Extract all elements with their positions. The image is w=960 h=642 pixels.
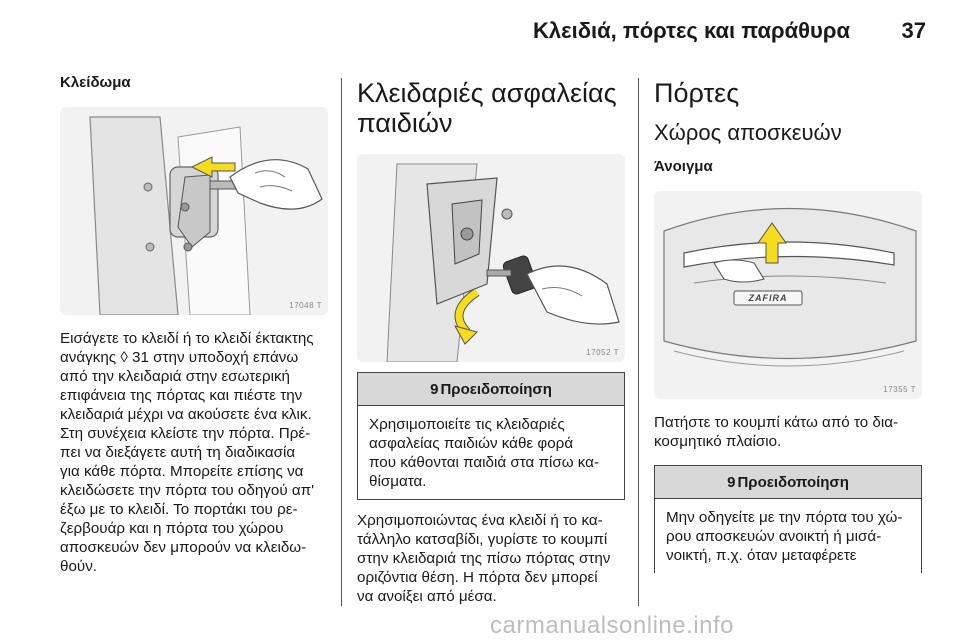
section-heading-child-locks: Κλειδαριές ασφαλείας παιδιών	[357, 78, 617, 138]
warning-title-bar	[655, 466, 921, 499]
child-lock-instructions: Χρησιμοποιώντας ένα κλειδί ή το κα- τάλληλο κατσαβίδι, γυρίστε το κουμπί στην κλειδαριά της πίσω πόρτας στην οριζόντια θέση. Η πόρτα δεν μπορεί να ανοίξει από μέσα.	[357, 512, 611, 605]
warning-title-bar	[358, 373, 624, 406]
door-lock-illustration	[60, 107, 328, 315]
warning-text: Χρησιμοποιείτε τις κλειδαριές ασφαλείας παιδιών κάθε φορά που κάθονται παιδιά στα πίσω κα- θίσματα.	[369, 416, 600, 490]
figure-tailgate	[654, 191, 922, 399]
figure-child-lock	[357, 154, 625, 362]
figure-code: 17048 T	[289, 301, 322, 310]
child-lock-illustration	[357, 154, 625, 362]
column-child-locks	[357, 70, 625, 606]
section-heading-locking: Κλείδωμα	[60, 74, 131, 91]
figure-code: 17052 T	[586, 348, 619, 357]
warning-title: Προειδοποίηση	[440, 381, 552, 398]
column-doors	[654, 70, 922, 573]
warning-title: Προειδοποίηση	[737, 474, 849, 491]
column-locking	[60, 70, 328, 576]
section-heading-doors: Πόρτες	[654, 78, 740, 108]
warning-box	[357, 372, 625, 500]
page-number: 37	[901, 18, 926, 43]
warning-icon: 9	[430, 381, 439, 398]
chapter-title: Κλειδιά, πόρτες και παράθυρα	[533, 18, 850, 43]
column-divider	[341, 78, 342, 606]
watermark: carmanualsonline.info	[490, 612, 734, 639]
figure-badge: ZAFIRA	[748, 293, 788, 303]
tailgate-instructions: Πατήστε το κουμπί κάτω από το δια- κοσμητικό πλαίσιο.	[654, 414, 899, 450]
locking-instructions: Εισάγετε το κλειδί ή το κλειδί έκτακτης ανάγκης ◊ 31 στην υποδοχή επάνω από την κλειδαριά στην εσωτερική επιφάνεια της πόρτας και πιέστε την κλειδαριά μέχρι να ακούσετε ένα κλικ. Στη συνέχεια κλείστε την πόρτα. Πρέ- πει να διεξάγετε αυτή τη διαδικασία για κάθε πόρτα. Μπορείτε επίσης να κλειδώσετε την πόρτα του οδηγού απ' έξω με το κλειδί. Το πορτάκι του ρε- ζερβουάρ και η πόρτα του χώρου αποσκευών δεν μπορούν να κλειδω- θούν.	[60, 330, 314, 575]
warning-icon: 9	[727, 474, 736, 491]
page-header	[0, 0, 960, 62]
subheading-opening: Άνοιγμα	[654, 158, 713, 175]
warning-box	[654, 465, 922, 573]
figure-door-lock	[60, 107, 328, 315]
figure-code: 17355 T	[883, 385, 916, 394]
warning-text: Μην οδηγείτε με την πόρτα του χώ- ρου αποσκευών ανοικτή ή μισά- νοικτή, π.χ. όταν μεταφέρετε	[666, 509, 903, 564]
column-divider	[638, 78, 639, 606]
subheading-luggage-compartment: Χώρος αποσκευών	[654, 120, 842, 145]
